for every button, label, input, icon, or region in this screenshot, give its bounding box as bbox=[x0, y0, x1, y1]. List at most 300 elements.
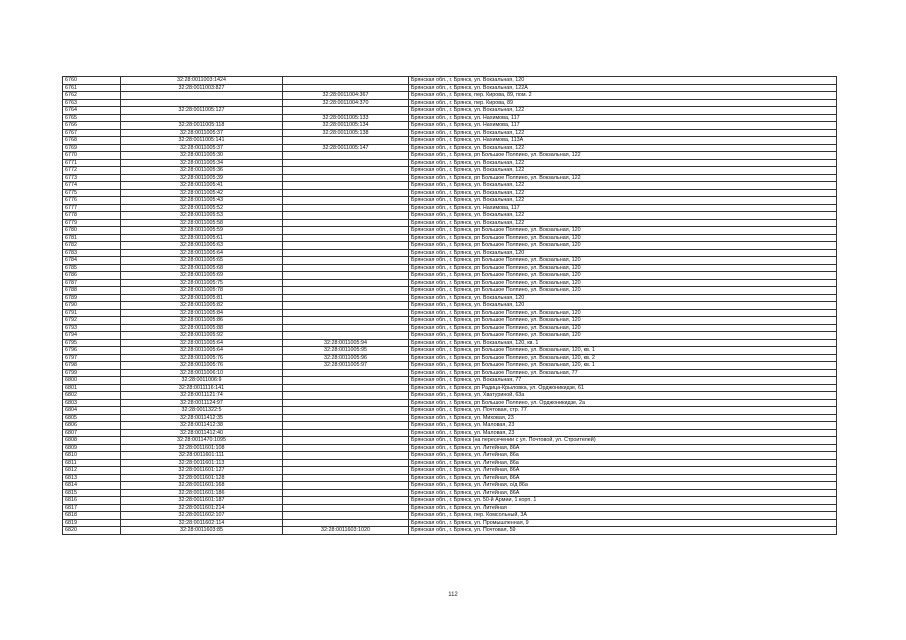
cadastral-number-cell: 32:28:0011601:127 bbox=[121, 467, 283, 475]
cadastral-number-cell: 32:28:0011322:5 bbox=[121, 407, 283, 415]
linked-cadastral-number-cell bbox=[283, 377, 409, 385]
address-cell: Брянская обл., г. Брянск, рп Большое Полпино, ул. Вокзальная, 120 bbox=[409, 309, 837, 317]
cadastral-number-cell: 32:28:0011005:37 bbox=[121, 144, 283, 152]
table-row bbox=[63, 167, 837, 175]
linked-cadastral-number-cell bbox=[283, 212, 409, 220]
cadastral-number-cell: 32:28:0011005:127 bbox=[121, 107, 283, 115]
table-row bbox=[63, 212, 837, 220]
table-row bbox=[63, 144, 837, 152]
linked-cadastral-number-cell bbox=[283, 77, 409, 85]
cadastral-number-cell: 32:28:0011601:214 bbox=[121, 504, 283, 512]
table-row bbox=[63, 474, 837, 482]
address-cell: Брянская обл., г. Брянск, ул. Литейная, 86А bbox=[409, 444, 837, 452]
table-row bbox=[63, 392, 837, 400]
address-cell: Брянская обл., г. Брянск, рп Большое Полпино, ул. Вокзальная, 120, кв. 2 bbox=[409, 354, 837, 362]
table-row bbox=[63, 399, 837, 407]
table-row bbox=[63, 84, 837, 92]
cadastral-number-cell: 32:28:0011005:92 bbox=[121, 332, 283, 340]
table-row bbox=[63, 152, 837, 160]
table-row bbox=[63, 384, 837, 392]
registry-table bbox=[62, 76, 837, 535]
address-cell: Брянская обл., г. Брянск, ул. Маловая, 23 bbox=[409, 429, 837, 437]
address-cell: Брянская обл., г. Брянск, ул. Вокзальная, 120 bbox=[409, 294, 837, 302]
row-number-cell: 6772 bbox=[63, 167, 121, 175]
address-cell: Брянская обл., г. Брянск, рп Большое Полпино, ул. Вокзальная, 122 bbox=[409, 152, 837, 160]
cadastral-number-cell: 32:28:0011005:30 bbox=[121, 152, 283, 160]
address-cell: Брянская обл., г. Брянск, рп Большое Полпино, ул. Вокзальная, 120 bbox=[409, 324, 837, 332]
row-number-cell: 6813 bbox=[63, 474, 121, 482]
table-row bbox=[63, 527, 837, 535]
cadastral-number-cell: 32:28:0011005:37 bbox=[121, 129, 283, 137]
linked-cadastral-number-cell bbox=[283, 369, 409, 377]
table-row bbox=[63, 249, 837, 257]
row-number-cell: 6797 bbox=[63, 354, 121, 362]
linked-cadastral-number-cell bbox=[283, 407, 409, 415]
cadastral-number-cell: 32:28:0011005:61 bbox=[121, 234, 283, 242]
page-number: 112 bbox=[448, 592, 458, 598]
table-row bbox=[63, 482, 837, 490]
row-number-cell: 6805 bbox=[63, 414, 121, 422]
linked-cadastral-number-cell: 32:28:0011005:97 bbox=[283, 362, 409, 370]
table-row bbox=[63, 302, 837, 310]
address-cell: Брянская обл., г. Брянск, ул. Литейная, 86а bbox=[409, 452, 837, 460]
table-row bbox=[63, 519, 837, 527]
table-row bbox=[63, 99, 837, 107]
linked-cadastral-number-cell bbox=[283, 279, 409, 287]
row-number-cell: 6773 bbox=[63, 174, 121, 182]
cadastral-number-cell: 32:28:0011116:141 bbox=[121, 384, 283, 392]
table-row bbox=[63, 242, 837, 250]
row-number-cell: 6792 bbox=[63, 317, 121, 325]
address-cell: Брянская обл., г. Брянск (на пересечении с ул. Почтовой, ул. Строителей) bbox=[409, 437, 837, 445]
cadastral-number-cell: 32:28:0011006:9 bbox=[121, 377, 283, 385]
cadastral-number-cell: 32:28:0011005:68 bbox=[121, 264, 283, 272]
address-cell: Брянская обл., г. Брянск, ул. Вокзальная, 120, кв. 1 bbox=[409, 339, 837, 347]
linked-cadastral-number-cell: 32:28:0011005:95 bbox=[283, 347, 409, 355]
address-cell: Брянская обл., г. Брянск, ул. Миховая, 23 bbox=[409, 414, 837, 422]
cadastral-number-cell: 32:28:0011601:108 bbox=[121, 444, 283, 452]
cadastral-number-cell: 32:28:0011005:84 bbox=[121, 309, 283, 317]
table-row bbox=[63, 114, 837, 122]
table-row bbox=[63, 234, 837, 242]
linked-cadastral-number-cell bbox=[283, 497, 409, 505]
cadastral-number-cell: 32:28:0011005:86 bbox=[121, 317, 283, 325]
row-number-cell: 6763 bbox=[63, 99, 121, 107]
cadastral-number-cell: 32:28:0011005:88 bbox=[121, 324, 283, 332]
row-number-cell: 6793 bbox=[63, 324, 121, 332]
address-cell: Брянская обл., г. Брянск, рп Большое Полпино, ул. Вокзальная, 120 bbox=[409, 279, 837, 287]
address-cell: Брянская обл., г. Брянск, ул. Вокзальная, 122 bbox=[409, 144, 837, 152]
cadastral-number-cell: 32:28:0011602:114 bbox=[121, 519, 283, 527]
cadastral-number-cell: 32:28:0011005:64 bbox=[121, 347, 283, 355]
address-cell: Брянская обл., г. Брянск, ул. Вокзальная, 120 bbox=[409, 77, 837, 85]
cadastral-number-cell: 32:28:0011005:141 bbox=[121, 137, 283, 145]
cadastral-number-cell: 32:28:0011005:65 bbox=[121, 257, 283, 265]
row-number-cell: 6809 bbox=[63, 444, 121, 452]
cadastral-number-cell: 32:28:0011005:39 bbox=[121, 174, 283, 182]
address-cell: Брянская обл., г. Брянск, ул. Литейная bbox=[409, 504, 837, 512]
address-cell: Брянская обл., г. Брянск, ул. Литейная, 86А bbox=[409, 467, 837, 475]
cadastral-number-cell: 32:28:0011003:1424 bbox=[121, 77, 283, 85]
table-row bbox=[63, 279, 837, 287]
linked-cadastral-number-cell bbox=[283, 459, 409, 467]
address-cell: Брянская обл., г. Брянск, рп Большое Полпино, ул. Вокзальная, 120, кв. 1 bbox=[409, 347, 837, 355]
table-row bbox=[63, 332, 837, 340]
cadastral-number-cell: 32:28:0011005:76 bbox=[121, 362, 283, 370]
linked-cadastral-number-cell bbox=[283, 197, 409, 205]
linked-cadastral-number-cell bbox=[283, 519, 409, 527]
cadastral-number-cell: 32:28:0011005:58 bbox=[121, 219, 283, 227]
cadastral-number-cell: 32:28:0011602:107 bbox=[121, 512, 283, 520]
address-cell: Брянская обл., г. Брянск, ул. Почтовая, стр. 77 bbox=[409, 407, 837, 415]
cadastral-number-cell: 32:28:0011470:1095 bbox=[121, 437, 283, 445]
row-number-cell: 6777 bbox=[63, 204, 121, 212]
row-number-cell: 6765 bbox=[63, 114, 121, 122]
table-row bbox=[63, 159, 837, 167]
address-cell: Брянская обл., г. Брянск, ул. Вокзальная, 122 bbox=[409, 167, 837, 175]
table-row bbox=[63, 467, 837, 475]
cadastral-number-cell: 32:28:0011005:78 bbox=[121, 287, 283, 295]
linked-cadastral-number-cell bbox=[283, 474, 409, 482]
table-row bbox=[63, 137, 837, 145]
address-cell: Брянская обл., г. Брянск, рп Большое Полпино, ул. Вокзальная, 120, кв. 1 bbox=[409, 362, 837, 370]
row-number-cell: 6779 bbox=[63, 219, 121, 227]
address-cell: Брянская обл., г. Брянск, ул. Промышленная, 9 bbox=[409, 519, 837, 527]
table-row bbox=[63, 294, 837, 302]
table-row bbox=[63, 174, 837, 182]
cadastral-number-cell: 32:28:0011412:38 bbox=[121, 422, 283, 430]
linked-cadastral-number-cell: 32:28:0011005:134 bbox=[283, 122, 409, 130]
table-row bbox=[63, 122, 837, 130]
linked-cadastral-number-cell bbox=[283, 302, 409, 310]
row-number-cell: 6791 bbox=[63, 309, 121, 317]
row-number-cell: 6769 bbox=[63, 144, 121, 152]
row-number-cell: 6785 bbox=[63, 264, 121, 272]
linked-cadastral-number-cell: 32:28:0011005:133 bbox=[283, 114, 409, 122]
linked-cadastral-number-cell bbox=[283, 204, 409, 212]
cadastral-number-cell: 32:28:0011005:34 bbox=[121, 159, 283, 167]
table-row bbox=[63, 459, 837, 467]
row-number-cell: 6784 bbox=[63, 257, 121, 265]
row-number-cell: 6811 bbox=[63, 459, 121, 467]
table-row bbox=[63, 512, 837, 520]
table-row bbox=[63, 227, 837, 235]
linked-cadastral-number-cell bbox=[283, 174, 409, 182]
linked-cadastral-number-cell: 32:28:0011005:94 bbox=[283, 339, 409, 347]
row-number-cell: 6803 bbox=[63, 399, 121, 407]
cadastral-number-cell: 32:28:0011121:74 bbox=[121, 392, 283, 400]
cadastral-number-cell: 32:28:0011005:63 bbox=[121, 242, 283, 250]
address-cell: Брянская обл., г. Брянск, рп Радица-Крыловка, ул. Орджоникидзе, 61 bbox=[409, 384, 837, 392]
linked-cadastral-number-cell: 32:28:0011603:1020 bbox=[283, 527, 409, 535]
linked-cadastral-number-cell bbox=[283, 249, 409, 257]
linked-cadastral-number-cell bbox=[283, 84, 409, 92]
address-cell: Брянская обл., г. Брянск, ул. Литейная, 86а bbox=[409, 459, 837, 467]
address-cell: Брянская обл., г. Брянск, рп Большое Полпино, ул. Вокзальная, 122 bbox=[409, 174, 837, 182]
table-row bbox=[63, 497, 837, 505]
linked-cadastral-number-cell bbox=[283, 467, 409, 475]
table-row bbox=[63, 317, 837, 325]
address-cell: Брянская обл., г. Брянск, рп Большое Полпино, ул. Вокзальная, 120 bbox=[409, 234, 837, 242]
linked-cadastral-number-cell bbox=[283, 399, 409, 407]
cadastral-number-cell: 32:28:0011005:36 bbox=[121, 167, 283, 175]
row-number-cell: 6783 bbox=[63, 249, 121, 257]
row-number-cell: 6804 bbox=[63, 407, 121, 415]
table-row bbox=[63, 437, 837, 445]
address-cell: Брянская обл., г. Брянск, ул. Нахимова, 117 bbox=[409, 204, 837, 212]
row-number-cell: 6796 bbox=[63, 347, 121, 355]
cadastral-number-cell: 32:28:0011005:52 bbox=[121, 204, 283, 212]
address-cell: Брянская обл., г. Брянск, рп Большое Полпино, ул. Вокзальная, 120 bbox=[409, 332, 837, 340]
row-number-cell: 6768 bbox=[63, 137, 121, 145]
row-number-cell: 6816 bbox=[63, 497, 121, 505]
linked-cadastral-number-cell bbox=[283, 437, 409, 445]
table-row bbox=[63, 339, 837, 347]
row-number-cell: 6795 bbox=[63, 339, 121, 347]
cadastral-number-cell: 32:28:0011005:81 bbox=[121, 294, 283, 302]
row-number-cell: 6808 bbox=[63, 437, 121, 445]
address-cell: Брянская обл., г. Брянск, рп Большое Полпино, ул. Вокзальная, 120 bbox=[409, 287, 837, 295]
cadastral-number-cell: 32:28:0011601:168 bbox=[121, 482, 283, 490]
linked-cadastral-number-cell bbox=[283, 414, 409, 422]
table-row bbox=[63, 257, 837, 265]
table-row bbox=[63, 309, 837, 317]
row-number-cell: 6820 bbox=[63, 527, 121, 535]
row-number-cell: 6817 bbox=[63, 504, 121, 512]
table-row bbox=[63, 377, 837, 385]
table-row bbox=[63, 272, 837, 280]
row-number-cell: 6761 bbox=[63, 84, 121, 92]
address-cell: Брянская обл., г. Брянск, ул. Почтовая, 59 bbox=[409, 527, 837, 535]
cadastral-number-cell: 32:28:0011412:40 bbox=[121, 429, 283, 437]
address-cell: Брянская обл., г. Брянск, ул. Вокзальная, 77 bbox=[409, 377, 837, 385]
cadastral-number-cell: 32:28:0011601:187 bbox=[121, 497, 283, 505]
address-cell: Брянская обл., г. Брянск, пер. Кирова, 89 bbox=[409, 99, 837, 107]
table-row bbox=[63, 77, 837, 85]
table-row bbox=[63, 489, 837, 497]
row-number-cell: 6767 bbox=[63, 129, 121, 137]
row-number-cell: 6812 bbox=[63, 467, 121, 475]
cadastral-number-cell: 32:28:0011603:85 bbox=[121, 527, 283, 535]
linked-cadastral-number-cell bbox=[283, 444, 409, 452]
table-row bbox=[63, 129, 837, 137]
row-number-cell: 6778 bbox=[63, 212, 121, 220]
table-row bbox=[63, 444, 837, 452]
row-number-cell: 6815 bbox=[63, 489, 121, 497]
table-row bbox=[63, 204, 837, 212]
address-cell: Брянская обл., г. Брянск, рп Большое Полпино, ул. Вокзальная, 77 bbox=[409, 369, 837, 377]
row-number-cell: 6788 bbox=[63, 287, 121, 295]
table-row bbox=[63, 189, 837, 197]
address-cell: Брянская обл., г. Брянск, рп Большое Полпино, ул. Вокзальная, 120 bbox=[409, 257, 837, 265]
table-row bbox=[63, 92, 837, 100]
row-number-cell: 6766 bbox=[63, 122, 121, 130]
address-cell: Брянская обл., г. Брянск, ул. Вокзальная, 122 bbox=[409, 129, 837, 137]
table-row bbox=[63, 407, 837, 415]
cadastral-number-cell: 32:28:0011005:41 bbox=[121, 182, 283, 190]
address-cell: Брянская обл., г. Брянск, ул. Вокзальная, 122 bbox=[409, 159, 837, 167]
linked-cadastral-number-cell bbox=[283, 257, 409, 265]
cadastral-number-cell: 32:28:0011124:97 bbox=[121, 399, 283, 407]
linked-cadastral-number-cell: 32:28:0011005:147 bbox=[283, 144, 409, 152]
table-row bbox=[63, 287, 837, 295]
row-number-cell: 6764 bbox=[63, 107, 121, 115]
linked-cadastral-number-cell bbox=[283, 324, 409, 332]
cadastral-number-cell: 32:28:0011601:128 bbox=[121, 474, 283, 482]
address-cell: Брянская обл., г. Брянск, пер. Комсольный, 3А bbox=[409, 512, 837, 520]
address-cell: Брянская обл., г. Брянск, ул. Литейная, 86А bbox=[409, 489, 837, 497]
row-number-cell: 6798 bbox=[63, 362, 121, 370]
address-cell: Брянская обл., г. Брянск, ул. Нахимова, 113А bbox=[409, 137, 837, 145]
row-number-cell: 6782 bbox=[63, 242, 121, 250]
linked-cadastral-number-cell: 32:28:0011004:367 bbox=[283, 92, 409, 100]
address-cell: Брянская обл., г. Брянск, ул. Вокзальная, 122 bbox=[409, 182, 837, 190]
linked-cadastral-number-cell: 32:28:0011004:370 bbox=[283, 99, 409, 107]
linked-cadastral-number-cell bbox=[283, 182, 409, 190]
linked-cadastral-number-cell bbox=[283, 227, 409, 235]
cadastral-number-cell bbox=[121, 92, 283, 100]
cadastral-number-cell: 32:28:0011005:64 bbox=[121, 249, 283, 257]
row-number-cell: 6762 bbox=[63, 92, 121, 100]
linked-cadastral-number-cell bbox=[283, 392, 409, 400]
table-row bbox=[63, 429, 837, 437]
registry-body bbox=[63, 77, 837, 535]
row-number-cell: 6770 bbox=[63, 152, 121, 160]
cadastral-number-cell: 32:28:0011005:82 bbox=[121, 302, 283, 310]
cadastral-number-cell: 32:28:0011005:118 bbox=[121, 122, 283, 130]
table-row bbox=[63, 219, 837, 227]
linked-cadastral-number-cell: 32:28:0011005:138 bbox=[283, 129, 409, 137]
cadastral-number-cell: 32:28:0011006:10 bbox=[121, 369, 283, 377]
linked-cadastral-number-cell bbox=[283, 272, 409, 280]
address-cell: Брянская обл., г. Брянск, рп Большое Полпино, ул. Орджоникидзе, 2а bbox=[409, 399, 837, 407]
address-cell: Брянская обл., г. Брянск, ул. Вокзальная, 122А bbox=[409, 84, 837, 92]
linked-cadastral-number-cell bbox=[283, 287, 409, 295]
row-number-cell: 6787 bbox=[63, 279, 121, 287]
table-row bbox=[63, 354, 837, 362]
row-number-cell: 6806 bbox=[63, 422, 121, 430]
row-number-cell: 6771 bbox=[63, 159, 121, 167]
address-cell: Брянская обл., г. Брянск, рп Большое Полпино, ул. Вокзальная, 120 bbox=[409, 317, 837, 325]
cadastral-number-cell: 32:28:0011005:75 bbox=[121, 279, 283, 287]
row-number-cell: 6780 bbox=[63, 227, 121, 235]
row-number-cell: 6775 bbox=[63, 189, 121, 197]
linked-cadastral-number-cell bbox=[283, 152, 409, 160]
row-number-cell: 6786 bbox=[63, 272, 121, 280]
linked-cadastral-number-cell bbox=[283, 429, 409, 437]
cadastral-number-cell: 32:28:0011005:42 bbox=[121, 189, 283, 197]
table-row bbox=[63, 182, 837, 190]
table-row bbox=[63, 347, 837, 355]
linked-cadastral-number-cell bbox=[283, 137, 409, 145]
row-number-cell: 6814 bbox=[63, 482, 121, 490]
linked-cadastral-number-cell bbox=[283, 219, 409, 227]
cadastral-number-cell: 32:28:0011003:827 bbox=[121, 84, 283, 92]
table-row bbox=[63, 452, 837, 460]
row-number-cell: 6818 bbox=[63, 512, 121, 520]
cadastral-number-cell: 32:28:0011601:113 bbox=[121, 459, 283, 467]
linked-cadastral-number-cell bbox=[283, 309, 409, 317]
cadastral-number-cell: 32:28:0011005:69 bbox=[121, 272, 283, 280]
linked-cadastral-number-cell bbox=[283, 489, 409, 497]
row-number-cell: 6794 bbox=[63, 332, 121, 340]
row-number-cell: 6760 bbox=[63, 77, 121, 85]
linked-cadastral-number-cell bbox=[283, 189, 409, 197]
row-number-cell: 6799 bbox=[63, 369, 121, 377]
address-cell: Брянская обл., г. Брянск, ул. Нахимова, 117 bbox=[409, 114, 837, 122]
row-number-cell: 6801 bbox=[63, 384, 121, 392]
table-row bbox=[63, 504, 837, 512]
linked-cadastral-number-cell bbox=[283, 512, 409, 520]
cadastral-number-cell: 32:28:0011005:59 bbox=[121, 227, 283, 235]
linked-cadastral-number-cell bbox=[283, 384, 409, 392]
cadastral-number-cell bbox=[121, 99, 283, 107]
row-number-cell: 6789 bbox=[63, 294, 121, 302]
row-number-cell: 6807 bbox=[63, 429, 121, 437]
row-number-cell: 6790 bbox=[63, 302, 121, 310]
table-row bbox=[63, 107, 837, 115]
address-cell: Брянская обл., г. Брянск, ул. Вокзальная, 122 bbox=[409, 212, 837, 220]
table-row bbox=[63, 422, 837, 430]
linked-cadastral-number-cell bbox=[283, 264, 409, 272]
linked-cadastral-number-cell bbox=[283, 159, 409, 167]
linked-cadastral-number-cell bbox=[283, 332, 409, 340]
table-row bbox=[63, 362, 837, 370]
row-number-cell: 6800 bbox=[63, 377, 121, 385]
cadastral-number-cell bbox=[121, 114, 283, 122]
row-number-cell: 6774 bbox=[63, 182, 121, 190]
address-cell: Брянская обл., г. Брянск, ул. Литейная, 86А bbox=[409, 474, 837, 482]
address-cell: Брянская обл., г. Брянск, пер. Кирова, 89, пом. 2 bbox=[409, 92, 837, 100]
linked-cadastral-number-cell bbox=[283, 294, 409, 302]
address-cell: Брянская обл., г. Брянск, рп Большое Полпино, ул. Вокзальная, 120 bbox=[409, 272, 837, 280]
table-row bbox=[63, 414, 837, 422]
address-cell: Брянская обл., г. Брянск, ул. Вокзальная, 122 bbox=[409, 189, 837, 197]
linked-cadastral-number-cell bbox=[283, 482, 409, 490]
table-row bbox=[63, 369, 837, 377]
row-number-cell: 6776 bbox=[63, 197, 121, 205]
address-cell: Брянская обл., г. Брянск, рп Большое Полпино, ул. Вокзальная, 120 bbox=[409, 242, 837, 250]
linked-cadastral-number-cell bbox=[283, 422, 409, 430]
table-row bbox=[63, 197, 837, 205]
cadastral-number-cell: 32:28:0011412:35 bbox=[121, 414, 283, 422]
linked-cadastral-number-cell bbox=[283, 167, 409, 175]
cadastral-number-cell: 32:28:0011601:186 bbox=[121, 489, 283, 497]
row-number-cell: 6781 bbox=[63, 234, 121, 242]
address-cell: Брянская обл., г. Брянск, ул. Вокзальная, 120 bbox=[409, 249, 837, 257]
linked-cadastral-number-cell bbox=[283, 242, 409, 250]
address-cell: Брянская обл., г. Брянск, ул. Литейная, о/д 86а bbox=[409, 482, 837, 490]
linked-cadastral-number-cell bbox=[283, 504, 409, 512]
linked-cadastral-number-cell bbox=[283, 107, 409, 115]
linked-cadastral-number-cell bbox=[283, 317, 409, 325]
table-row bbox=[63, 264, 837, 272]
address-cell: Брянская обл., г. Брянск, ул. Вокзальная, 120 bbox=[409, 302, 837, 310]
address-cell: Брянская обл., г. Брянск, ул. Вокзальная, 122 bbox=[409, 219, 837, 227]
address-cell: Брянская обл., г. Брянск, ул. 50-й Армии, 1 корп. 1 bbox=[409, 497, 837, 505]
row-number-cell: 6802 bbox=[63, 392, 121, 400]
address-cell: Брянская обл., г. Брянск, ул. Хватуриной, 63а bbox=[409, 392, 837, 400]
row-number-cell: 6819 bbox=[63, 519, 121, 527]
linked-cadastral-number-cell bbox=[283, 234, 409, 242]
address-cell: Брянская обл., г. Брянск, ул. Нахимова, 117 bbox=[409, 122, 837, 130]
linked-cadastral-number-cell bbox=[283, 452, 409, 460]
cadastral-number-cell: 32:28:0011005:53 bbox=[121, 212, 283, 220]
cadastral-number-cell: 32:28:0011005:76 bbox=[121, 354, 283, 362]
address-cell: Брянская обл., г. Брянск, рп Большое Полпино, ул. Вокзальная, 120 bbox=[409, 264, 837, 272]
linked-cadastral-number-cell: 32:28:0011005:96 bbox=[283, 354, 409, 362]
cadastral-number-cell: 32:28:0011601:111 bbox=[121, 452, 283, 460]
